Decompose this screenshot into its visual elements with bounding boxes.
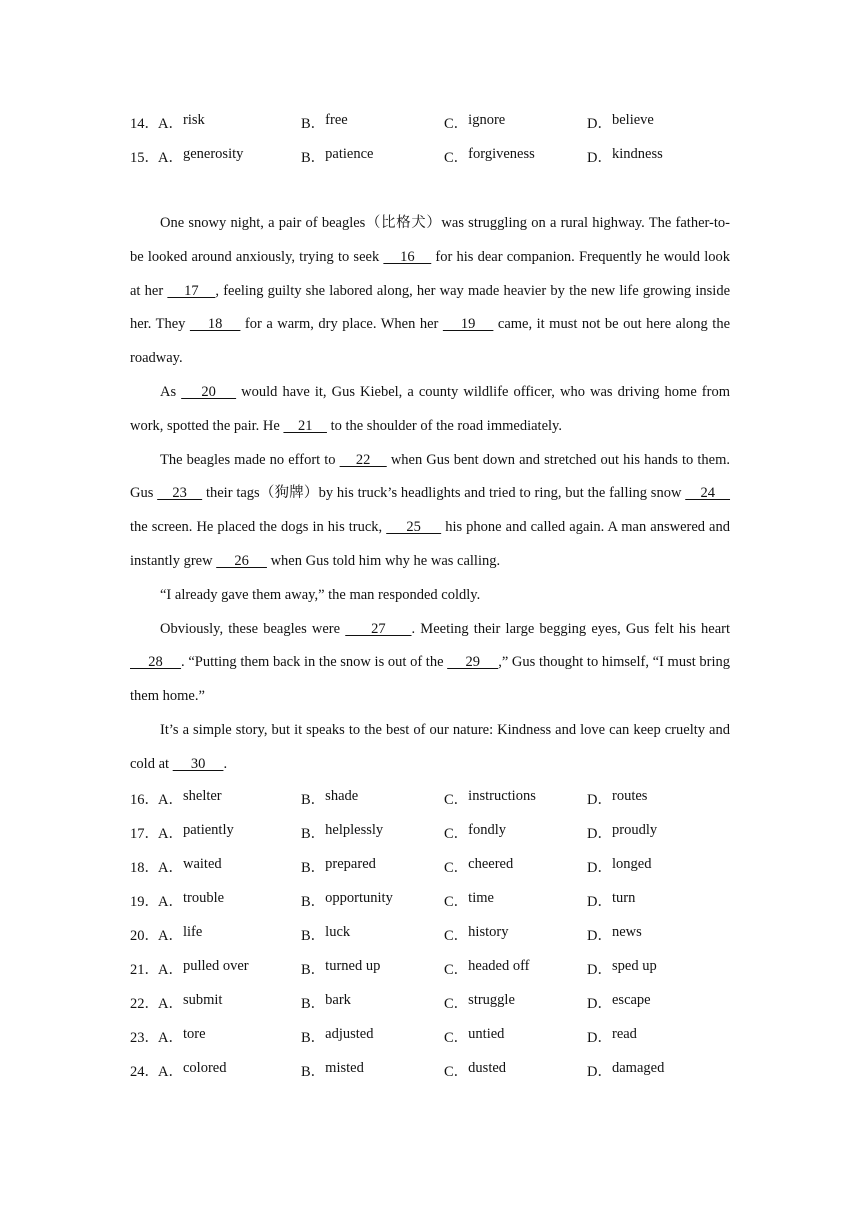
option-text: longed xyxy=(611,856,652,873)
option-text: risk xyxy=(182,111,205,128)
question-row xyxy=(130,986,730,1020)
option-letter: C． xyxy=(444,860,469,877)
option-text: patience xyxy=(325,145,374,162)
answer-blank: 23 xyxy=(157,485,203,502)
option-text: routes xyxy=(611,788,648,805)
option-text: forgiveness xyxy=(468,145,535,162)
option-text: dusted xyxy=(468,1060,507,1077)
option-letter: B． xyxy=(301,115,326,132)
option-letter: C． xyxy=(444,115,469,132)
answer-option xyxy=(158,822,301,843)
answer-option xyxy=(444,890,587,911)
option-text: prepared xyxy=(325,856,376,873)
paragraph: Obviously, these beagles were 27 . Meeting their large begging eyes, Gus felt his heart 28 . “Putting them back in the snow is out of the 29 ,” Gus thought to himself, “I must bring them home.” xyxy=(130,620,730,705)
option-letter: A． xyxy=(158,1030,183,1047)
option-letter: A． xyxy=(158,962,183,979)
option-letter: D． xyxy=(587,928,612,945)
option-letter: D． xyxy=(587,826,612,843)
answer-option xyxy=(301,788,444,809)
option-text: turn xyxy=(611,890,636,907)
option-letter: A． xyxy=(158,894,183,911)
option-letter: A． xyxy=(158,115,183,132)
option-text: read xyxy=(611,1026,637,1043)
answer-blank: 17 xyxy=(167,282,216,299)
option-text: adjusted xyxy=(325,1026,374,1043)
answer-option xyxy=(158,924,301,945)
question-list-bottom xyxy=(130,782,730,1088)
option-letter: C． xyxy=(444,149,469,166)
question-row xyxy=(130,816,730,850)
answer-option xyxy=(158,146,301,167)
answer-blank: 22 xyxy=(339,451,387,468)
answer-option xyxy=(587,1060,730,1081)
answer-blank: 29 xyxy=(447,654,499,671)
answer-option xyxy=(587,146,730,167)
answer-blank: 20 xyxy=(181,383,237,400)
option-letter: C． xyxy=(444,1064,469,1081)
answer-option xyxy=(444,146,587,167)
option-text: pulled over xyxy=(182,958,249,975)
option-letter: A． xyxy=(158,149,183,166)
option-text: generosity xyxy=(182,145,244,162)
option-text: shelter xyxy=(182,788,222,805)
option-letter: C． xyxy=(444,792,469,809)
answer-option xyxy=(301,146,444,167)
answer-blank: 25 xyxy=(386,519,442,536)
option-text: free xyxy=(325,111,348,128)
option-text: shade xyxy=(325,788,359,805)
question-number: 16． xyxy=(130,792,159,809)
answer-option xyxy=(158,112,301,133)
answer-option xyxy=(444,112,587,133)
answer-option xyxy=(587,958,730,979)
option-letter: A． xyxy=(158,928,183,945)
answer-option xyxy=(158,788,301,809)
option-letter: D． xyxy=(587,1064,612,1081)
option-letter: C． xyxy=(444,1030,469,1047)
answer-blank: 21 xyxy=(283,417,327,434)
option-letter: A． xyxy=(158,996,183,1013)
answer-option xyxy=(587,112,730,133)
option-text: life xyxy=(182,924,203,941)
option-text: struggle xyxy=(468,992,515,1009)
answer-option xyxy=(301,890,444,911)
question-number: 21． xyxy=(130,962,159,979)
answer-option xyxy=(158,856,301,877)
question-row xyxy=(130,139,730,173)
option-letter: B． xyxy=(301,149,326,166)
paragraph: As 20 would have it, Gus Kiebel, a county wildlife officer, who was driving home from work, spotted the pair. He 21 to the shoulder of the road immediately. xyxy=(130,383,730,434)
answer-option xyxy=(301,1026,444,1047)
question-number: 17． xyxy=(130,826,159,843)
answer-blank: 27 xyxy=(345,620,412,637)
option-letter: D． xyxy=(587,962,612,979)
option-letter: D． xyxy=(587,860,612,877)
option-letter: C． xyxy=(444,928,469,945)
answer-blank: 24 xyxy=(685,485,731,502)
answer-option xyxy=(587,822,730,843)
option-text: tore xyxy=(182,1026,206,1043)
option-letter: B． xyxy=(301,1030,326,1047)
option-text: history xyxy=(468,924,509,941)
question-row xyxy=(130,884,730,918)
option-text: escape xyxy=(611,992,651,1009)
option-text: damaged xyxy=(611,1060,665,1077)
answer-option xyxy=(587,1026,730,1047)
question-row xyxy=(130,952,730,986)
option-letter: B． xyxy=(301,996,326,1013)
question-row xyxy=(130,850,730,884)
option-letter: B． xyxy=(301,928,326,945)
option-text: proudly xyxy=(611,822,658,839)
question-number: 20． xyxy=(130,928,159,945)
option-text: submit xyxy=(182,992,223,1009)
option-letter: B． xyxy=(301,894,326,911)
option-text: fondly xyxy=(468,822,507,839)
answer-option xyxy=(301,992,444,1013)
option-letter: D． xyxy=(587,115,612,132)
question-number: 24． xyxy=(130,1064,159,1081)
option-text: colored xyxy=(182,1060,227,1077)
answer-option xyxy=(444,788,587,809)
option-letter: B． xyxy=(301,826,326,843)
question-row xyxy=(130,105,730,139)
answer-blank: 18 xyxy=(189,316,241,333)
option-text: headed off xyxy=(468,958,530,975)
question-row xyxy=(130,1054,730,1088)
option-text: untied xyxy=(468,1026,505,1043)
answer-option xyxy=(444,856,587,877)
spacer xyxy=(130,173,730,207)
question-row xyxy=(130,918,730,952)
option-letter: A． xyxy=(158,792,183,809)
question-number: 22． xyxy=(130,996,159,1013)
question-number: 23． xyxy=(130,1030,159,1047)
answer-blank: 30 xyxy=(172,755,224,772)
answer-option xyxy=(158,1026,301,1047)
option-letter: A． xyxy=(158,826,183,843)
option-letter: C． xyxy=(444,962,469,979)
answer-option xyxy=(158,992,301,1013)
option-text: bark xyxy=(325,992,351,1009)
option-text: opportunity xyxy=(325,890,393,907)
paragraph: One snowy night, a pair of beagles（比格犬）was struggling on a rural highway. The father-to-be looked around anxiously, trying to seek 16 for his dear companion. Frequently he would look at her 17 , feeling guilty she labored along, her way made heavier by the new life growing inside her. They 18 for a warm, dry place. When her 19 came, it must not be out here along the roadway. xyxy=(130,215,731,367)
answer-option xyxy=(587,924,730,945)
option-letter: D． xyxy=(587,149,612,166)
option-letter: A． xyxy=(158,1064,183,1081)
answer-option xyxy=(158,958,301,979)
answer-option xyxy=(444,924,587,945)
option-letter: B． xyxy=(301,962,326,979)
question-number: 14． xyxy=(130,115,159,132)
option-text: sped up xyxy=(611,958,657,975)
answer-option xyxy=(587,992,730,1013)
answer-option xyxy=(444,822,587,843)
answer-option xyxy=(301,856,444,877)
option-text: luck xyxy=(325,924,351,941)
option-letter: B． xyxy=(301,1064,326,1081)
answer-blank: 26 xyxy=(216,552,267,569)
document-page xyxy=(130,105,730,1088)
answer-option xyxy=(444,958,587,979)
option-letter: B． xyxy=(301,792,326,809)
option-text: misted xyxy=(325,1060,364,1077)
option-text: time xyxy=(468,890,494,907)
answer-option xyxy=(301,1060,444,1081)
question-row xyxy=(130,1020,730,1054)
option-letter: D． xyxy=(587,1030,612,1047)
option-text: instructions xyxy=(468,788,536,805)
option-text: helplessly xyxy=(325,822,384,839)
option-letter: B． xyxy=(301,860,326,877)
answer-option xyxy=(587,890,730,911)
answer-blank: 19 xyxy=(442,316,494,333)
option-letter: D． xyxy=(587,894,612,911)
paragraph: It’s a simple story, but it speaks to the best of our nature: Kindness and love can keep cruelty and cold at 30 . xyxy=(130,721,730,772)
question-row xyxy=(130,782,730,816)
option-text: waited xyxy=(182,856,222,873)
option-text: patiently xyxy=(182,822,234,839)
answer-option xyxy=(587,788,730,809)
option-text: news xyxy=(611,924,642,941)
answer-blank: 28 xyxy=(130,654,182,671)
cloze-passage xyxy=(130,207,730,782)
paragraph: “I already gave them away,” the man responded coldly. xyxy=(160,586,481,603)
answer-option xyxy=(301,958,444,979)
question-number: 19． xyxy=(130,894,159,911)
answer-option xyxy=(301,822,444,843)
option-text: ignore xyxy=(468,111,506,128)
option-text: turned up xyxy=(325,958,381,975)
option-text: cheered xyxy=(468,856,514,873)
question-number: 18． xyxy=(130,860,159,877)
question-number: 15． xyxy=(130,149,159,166)
answer-option xyxy=(301,112,444,133)
answer-option xyxy=(158,890,301,911)
paragraph: The beagles made no effort to 22 when Gus bent down and stretched out his hands to them. Gus 23 their tags（狗牌）by his truck’s headlights and tried to ring, but the falling snow 24 the screen. He placed the dogs in his truck, 25 his phone and called again. A man answered and instantly grew 26 when Gus told him why he was calling. xyxy=(130,451,731,569)
answer-option xyxy=(158,1060,301,1081)
option-letter: D． xyxy=(587,996,612,1013)
option-letter: C． xyxy=(444,894,469,911)
question-list-top xyxy=(130,105,730,173)
option-letter: A． xyxy=(158,860,183,877)
answer-option xyxy=(301,924,444,945)
option-letter: C． xyxy=(444,996,469,1013)
answer-option xyxy=(444,1026,587,1047)
option-letter: D． xyxy=(587,792,612,809)
option-letter: C． xyxy=(444,826,469,843)
option-text: believe xyxy=(611,111,654,128)
option-text: kindness xyxy=(611,145,663,162)
answer-option xyxy=(587,856,730,877)
option-text: trouble xyxy=(182,890,225,907)
answer-option xyxy=(444,992,587,1013)
answer-blank: 16 xyxy=(383,248,432,265)
answer-option xyxy=(444,1060,587,1081)
